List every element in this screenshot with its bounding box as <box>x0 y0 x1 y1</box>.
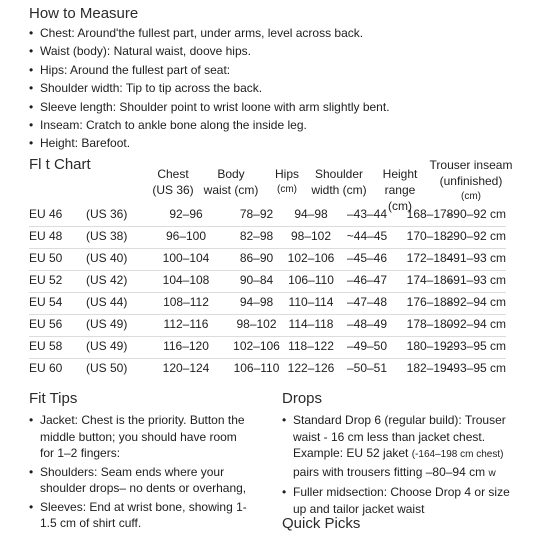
cell-hips: 106–110 <box>288 273 334 287</box>
cell-eu: EU 50 <box>29 251 63 265</box>
drop-standard <box>282 412 522 482</box>
cell-shoulder: –47–48 <box>346 295 388 309</box>
cell-waist: 82–98 <box>239 229 274 243</box>
cell-inseam: –92–94 cm <box>446 295 506 309</box>
header-inseam-label: Trouser inseam <box>429 158 513 172</box>
table-row <box>29 204 506 227</box>
cell-chest: 104–108 <box>162 273 210 287</box>
header-chest <box>148 166 198 198</box>
header-hips-unit: (cm) <box>277 184 297 195</box>
cell-eu: EU 54 <box>29 295 63 309</box>
cell-height: 174–186 <box>406 273 454 287</box>
header-inseam-sub: (unfinished) <box>439 174 503 188</box>
cell-hips: 102–106 <box>287 251 335 265</box>
drop-fuller: • Fuller midsection: Choose Drop 4 or size up and tailor jacket waist <box>282 484 522 517</box>
header-inseam <box>426 157 516 205</box>
cell-chest: 108–112 <box>163 295 209 309</box>
measure-item-height: • Height: Barefoot. <box>29 134 529 152</box>
cell-inseam: –91–93 cm <box>446 251 506 265</box>
cell-waist: 90–84 <box>239 273 274 287</box>
cell-hips: 122–126 <box>287 361 335 375</box>
cell-us: (US 49) <box>86 339 128 353</box>
cell-chest: 92–96 <box>169 207 203 221</box>
table-row <box>29 336 506 359</box>
cell-height: 172–184 <box>406 251 454 265</box>
cell-waist: 78–92 <box>239 207 274 221</box>
table-row <box>29 248 506 271</box>
table-row <box>29 270 506 293</box>
cell-height: 176–188 <box>406 295 454 309</box>
cell-eu: EU 46 <box>29 207 63 221</box>
cell-height: 180–192 <box>406 339 454 353</box>
measure-item-chest: • Chest: Around'the fullest part, under arms, level across back. <box>29 24 529 42</box>
cell-hips: 118–122 <box>288 339 334 353</box>
drop-standard-trousers: pairs with trousers fitting –80–94 cm <box>293 464 486 479</box>
header-chest-unit: (US 36) <box>152 183 194 197</box>
cell-eu: EU 48 <box>29 229 63 243</box>
cell-waist: 94–98 <box>239 295 274 309</box>
drop-standard-text: Standard Drop 6 (regular build): Trouser waist - 16 cm less than jacket chest. Example: EU 52 jaket <box>293 413 506 460</box>
cell-inseam: –93–95 cm <box>446 361 506 375</box>
cell-waist: 102–106 <box>233 339 280 353</box>
cell-inseam: –93–95 cm <box>446 339 506 353</box>
cell-eu: EU 52 <box>29 273 63 287</box>
measure-item-hips: • Hips: Around the fullest part of seat: <box>29 61 529 79</box>
header-height-unit: range (cm) <box>384 183 416 213</box>
cell-inseam: –92–94 cm <box>446 317 506 331</box>
measure-item-sleeve: • Sleeve length: Shoulder point to wrist loone with arm slightly bent. <box>29 98 529 116</box>
cell-inseam: –90–92 cm <box>446 207 506 221</box>
header-shoulder <box>309 166 369 198</box>
cell-chest: 112–116 <box>163 317 209 331</box>
table-row <box>29 358 506 380</box>
cell-us: (US 40) <box>86 251 128 265</box>
header-body-waist <box>199 166 263 198</box>
cell-shoulder: –48–49 <box>346 317 388 331</box>
cell-chest: 96–100 <box>165 229 207 243</box>
cell-height: 178–180 <box>406 317 454 331</box>
drop-standard-chest-note: (-164–198 cm chest) <box>411 449 504 460</box>
cell-us: (US 49) <box>86 317 128 331</box>
cell-us: (US 36) <box>86 207 128 221</box>
header-hips <box>267 166 307 198</box>
cell-height: 182–194 <box>406 361 454 375</box>
cell-us: (US 42) <box>86 273 128 287</box>
cell-chest: 120–124 <box>162 361 210 375</box>
cell-height: 170–182 <box>406 229 454 243</box>
header-body-label: Body <box>217 167 245 181</box>
cell-waist: 98–102 <box>236 317 277 331</box>
cell-us: (US 44) <box>86 295 128 309</box>
cell-waist: 86–90 <box>239 251 274 265</box>
cell-shoulder: –50–51 <box>346 361 388 375</box>
measure-item-shoulder: • Shoulder width: Tip to tip across the back. <box>29 79 529 97</box>
header-body-unit: waist (cm) <box>203 183 259 197</box>
header-shoulder-label: Shoulder <box>314 167 364 181</box>
fit-tips-list <box>29 412 251 534</box>
cell-hips: 98–102 <box>290 229 332 243</box>
cell-inseam: –91–93 cm <box>446 273 506 287</box>
measure-item-inseam: • Inseam: Cratch to ankle bone along the inside leg. <box>29 116 529 134</box>
cell-eu: EU 58 <box>29 339 63 353</box>
cell-shoulder: –46–47 <box>346 273 388 287</box>
cell-height: 168–178 <box>406 207 454 221</box>
cell-shoulder: –43–44 <box>346 207 388 221</box>
cell-hips: 94–98 <box>294 207 328 221</box>
table-row <box>29 314 506 337</box>
cell-waist: 106–110 <box>233 361 280 375</box>
cell-eu: EU 60 <box>29 361 63 375</box>
cell-shoulder: –49–50 <box>346 339 388 353</box>
table-row <box>29 226 506 249</box>
cell-hips: 114–118 <box>288 317 334 331</box>
header-hips-label: Hips <box>274 167 299 181</box>
tip-shoulders: • Shoulders: Seam ends where your shoulder drops– no dents or overhang, <box>29 464 251 497</box>
drops-heading: Drops <box>282 390 323 407</box>
quick-picks-heading: Quick Picks <box>282 515 361 532</box>
cell-inseam: –90–92 cm <box>446 229 506 243</box>
fit-chart-heading: Fl t Chart <box>29 156 91 173</box>
cell-shoulder: ~44–45 <box>346 229 388 243</box>
cell-eu: EU 56 <box>29 317 63 331</box>
drops-list <box>282 412 522 519</box>
measure-item-waist: • Waist (body): Natural waist, doove hips. <box>29 42 529 60</box>
cell-hips: 110–114 <box>288 295 334 309</box>
how-to-measure-heading: How to Measure <box>29 5 139 22</box>
header-height-label: Height <box>382 167 418 181</box>
header-shoulder-unit: width (cm) <box>311 183 367 197</box>
cell-chest: 116–120 <box>163 339 209 353</box>
table-row <box>29 292 506 315</box>
fit-tips-heading: Fit Tips <box>29 390 78 407</box>
cell-chest: 100–104 <box>162 251 210 265</box>
cell-us: (US 50) <box>86 361 128 375</box>
cell-shoulder: –45–46 <box>346 251 388 265</box>
header-inseam-unit: (cm) <box>461 191 481 202</box>
drop-standard-tail: w <box>488 467 496 479</box>
header-chest-label: Chest <box>157 167 189 181</box>
tip-jacket: • Jacket: Chest is the priority. Button the middle button; you should have room for 1–2 fingers: <box>29 412 251 462</box>
cell-us: (US 38) <box>86 229 128 243</box>
tip-sleeves: • Sleeves: End at wrist bone, showing 1-1.5 cm of shirt cuff. <box>29 499 251 532</box>
